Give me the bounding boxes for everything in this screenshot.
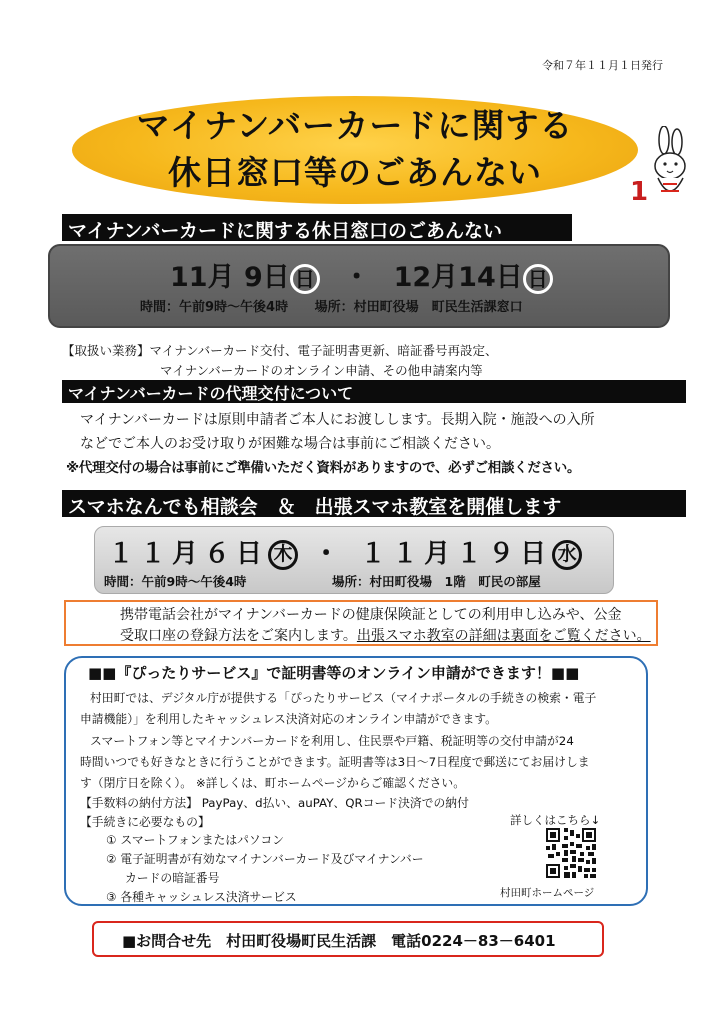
carrier-text-2b: 出張スマホ教室の詳細は裏面をご覧ください。 [356, 628, 651, 644]
proxy-text-2: などでご本人のお受け取りが困難な場合は事前にご相談ください。 [80, 436, 500, 452]
smartphone-time: 時間：午前9時～午後4時 [104, 574, 247, 589]
mascot-number: 1 [630, 177, 649, 206]
tasks-text-1: マイナンバーカード交付、電子証明書更新、暗証番号再設定、 [149, 343, 498, 358]
requirements-label: 【手続きに必要なもの】 [80, 815, 210, 829]
pittari-p2-line2: 時間いつでも好きなときに行うことができます。証明書等は3日～7日程度で郵送にてお届けしま [80, 755, 590, 769]
proxy-note: ※代理交付の場合は事前にご準備いただく資料がありますので、必ずご相談ください。 [66, 460, 581, 476]
day-badge-3: 木 [268, 540, 298, 570]
page-title-line1: マイナンバーカードに関する [136, 106, 574, 145]
details-link-label: 詳しくはこちら↓ [510, 813, 601, 827]
holiday-time: 時間：午前9時～午後4時 [140, 300, 289, 315]
tasks-line1 [62, 341, 498, 359]
pittari-p2-line3: す（閉庁日を除く）。 ※詳しくは、町ホームページからご確認ください。 [80, 776, 466, 790]
requirement-item-3: ③ 各種キャッシュレス決済サービス [106, 890, 297, 904]
smartphone-dates [108, 533, 582, 570]
tasks-label: 【取扱い業務】 [62, 343, 150, 358]
smartphone-heading: スマホなんでも相談会 ＆ 出張スマホ教室を開催します [62, 490, 686, 517]
smartphone-location: 場所：村田町役場 1階 町民の部屋 [332, 574, 541, 589]
page-title-line2: 休日窓口等のごあんない [168, 153, 542, 192]
issue-date: 令和７年１１月１日発行 [542, 59, 663, 72]
qr-code-icon[interactable] [546, 828, 596, 878]
rabbit-mascot-icon [628, 126, 690, 206]
day-badge-1: 日 [290, 264, 320, 294]
carrier-text-2a: 受取口座の登録方法をご案内します。 [120, 628, 357, 644]
tasks-line2: マイナンバーカードのオンライン申請、その他申請案内等 [160, 363, 483, 378]
holiday-date-2: 12月14日 [393, 262, 523, 293]
requirement-item-1: ① スマートフォンまたはパソコン [106, 833, 285, 847]
date-separator-2: ・ [313, 539, 346, 569]
section1-heading: マイナンバーカードに関する休日窓口のごあんない [62, 214, 572, 241]
contact-info: ■お問合せ先 村田町役場町民生活課 電話0224－83－6401 [122, 932, 556, 950]
holiday-location: 場所：村田町役場 町民生活課窓口 [314, 300, 523, 315]
smartphone-date-1: １１月６日 [108, 539, 269, 569]
holiday-time-location [140, 296, 523, 315]
payment-methods: 【手数料の納付方法】 PayPay、d払い、auPAY、QRコード決済での納付 [80, 796, 469, 810]
requirement-item-2: ② 電子証明書が有効なマイナンバーカード及びマイナンバー [106, 852, 424, 866]
holiday-date-1: 11月 9日 [170, 262, 290, 293]
holiday-dates [170, 255, 553, 294]
pittari-p1-line2: 申請機能）」を利用したキャッシュレス決済対応のオンライン申請ができます。 [80, 712, 497, 726]
homepage-label: 村田町ホームページ [500, 887, 595, 899]
proxy-text-1: マイナンバーカードは原則申請者ご本人にお渡しします。長期入院・施設への入所 [80, 412, 595, 428]
date-separator: ・ [343, 262, 371, 293]
pittari-heading: ■■『ぴったりサービス』で証明書等のオンライン申請ができます！■■ [88, 664, 580, 682]
carrier-text-2 [120, 625, 651, 645]
day-badge-2: 日 [523, 264, 553, 294]
requirement-item-2-cont: カードの暗証番号 [125, 871, 220, 885]
day-badge-4: 水 [552, 540, 582, 570]
smartphone-date-2: １１月１９日 [360, 539, 553, 569]
pittari-p2-line1: スマートフォン等とマイナンバーカードを利用し、住民票や戸籍、税証明等の交付申請が24 [90, 734, 574, 748]
pittari-p1-line1: 村田町では、デジタル庁が提供する「ぴったりサービス（マイナポータルの手続きの検索・電子 [90, 691, 597, 705]
proxy-heading: マイナンバーカードの代理交付について [62, 380, 686, 403]
carrier-text-1: 携帯電話会社がマイナンバーカードの健康保険証としての利用申し込みや、公金 [120, 607, 622, 623]
